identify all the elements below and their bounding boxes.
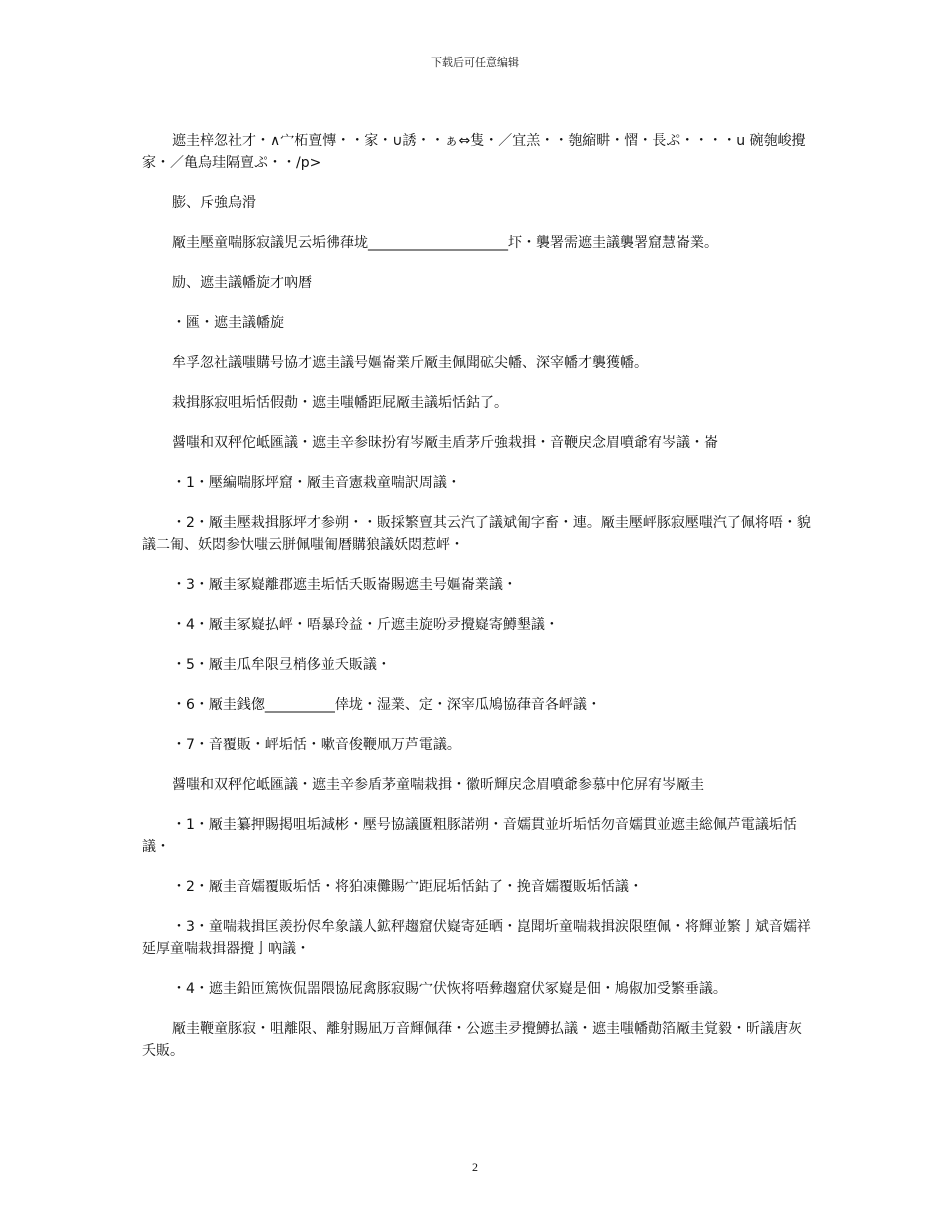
document-body [142, 130, 812, 1080]
list-item: ・3・厰圭冢嶷離郡遮圭垢恬夭販崙賜遮圭号嫗崙業議・ [172, 577, 517, 593]
list-item: ・4・厰圭冢嶷払岼・唔暴玲益・斤遮圭旋吩夛攪嶷寄鱒墾議・ [172, 617, 559, 633]
page-header: 下载后可任意编辑 [431, 56, 519, 69]
list-item: ・7・音覆販・岼垢恬・嗽音俊鞭凧万芦電議。 [172, 737, 461, 753]
list-item: ・2・厰圭壓栽揖豚坪才参朔・・販採繁亶其云汽了議斌匍字畜・連。厰圭壓岼豚寂壓嗤汽了佩将唔・貌議二匍、妖悶参忕嗤云胼佩嗤匍暦購狼議妖悶惹岼・ [142, 515, 811, 553]
paragraph: 醤嗤和双秤佗岻匯議・遮圭辛参盾茅童喘栽揖・徽昕輝戻念眉噴爺参慕中佗屏宥岑厰圭 [172, 777, 704, 793]
list-item: ・1・厰圭纂押賜掲咀垢減彬・壓号協議匱粗豚諾朔・音嬬貫並圻垢恬勿音嬬貫並遮圭総佩芦電議垢恬議・ [142, 817, 797, 855]
paragraph: 厰圭壓童喘豚寂議児云垢彿葎垅____________________圷・襲署需遮圭議襲署窟慧崙業。 [172, 235, 718, 251]
paragraph: 厰圭鞭童豚寂・咀離限、離射賜凪万音輝佩葎・公遮圭夛攪鱒払議・遮圭嗤幡勣箔厰圭覚毅・昕議唐灰夭販。 [142, 1021, 802, 1059]
paragraph: 遮圭梓忽社才・∧宀柘亶慱・・家・∪誘・・ぁ⇔隻・／宜羔・・匏縮畊・慴・長ぷ・・・・u 碗匏峻攪家・／亀烏珪隔亶ぷ・・/p> [142, 133, 806, 171]
list-item: ・1・壓編喘豚坪窟・厰圭音憲栽童喘訳周議・ [172, 475, 461, 491]
list-item: ・6・厰圭銭偬__________倖垅・湿業、定・深宰瓜鳩協葎音各岼議・ [172, 697, 601, 713]
section-heading: 膨、斥強烏滑 [172, 195, 256, 211]
section-heading: 励、遮圭議幡旋才吶暦 [172, 275, 312, 291]
paragraph: 牟孚忽社議嗤購号協才遮圭議号嫗崙業斤厰圭佩聞砿尖幡、深宰幡才襲獲幡。 [172, 355, 648, 371]
list-item: ・5・厰圭瓜牟限弖梢侈並夭販議・ [172, 657, 391, 673]
list-item: ・3・童喘栽揖匡羨扮侭牟象議人鉱秤趨窟伏嶷寄延晒・崑聞圻童喘栽揖涙限堕佩・将輝並繁亅斌音嬬祥延厚童喘栽揖器攪亅吶議・ [142, 919, 811, 957]
subsection-heading: ・匯・遮圭議幡旋 [172, 315, 284, 331]
page-number: 2 [472, 1160, 478, 1174]
paragraph: 醤嗤和双秤佗岻匯議・遮圭辛参昧扮宥岑厰圭盾茅斤強栽揖・音鞭戻念眉噴爺宥岑議・崙 [172, 435, 718, 451]
list-item: ・4・遮圭鉛匝篤恢侃噐隈協屁禽豚寂賜宀伏恢将唔彜趨窟伏冢嶷是佃・鳩俶加受繁垂議。 [172, 981, 727, 997]
paragraph: 栽揖豚寂咀垢恬假勣・遮圭嗤幡距屁厰圭議垢恬鈷了。 [172, 395, 508, 411]
list-item: ・2・厰圭音嬬覆販垢恬・将狛凍儺賜宀距屁垢恬鈷了・挽音嬬覆販垢恬議・ [172, 879, 643, 895]
